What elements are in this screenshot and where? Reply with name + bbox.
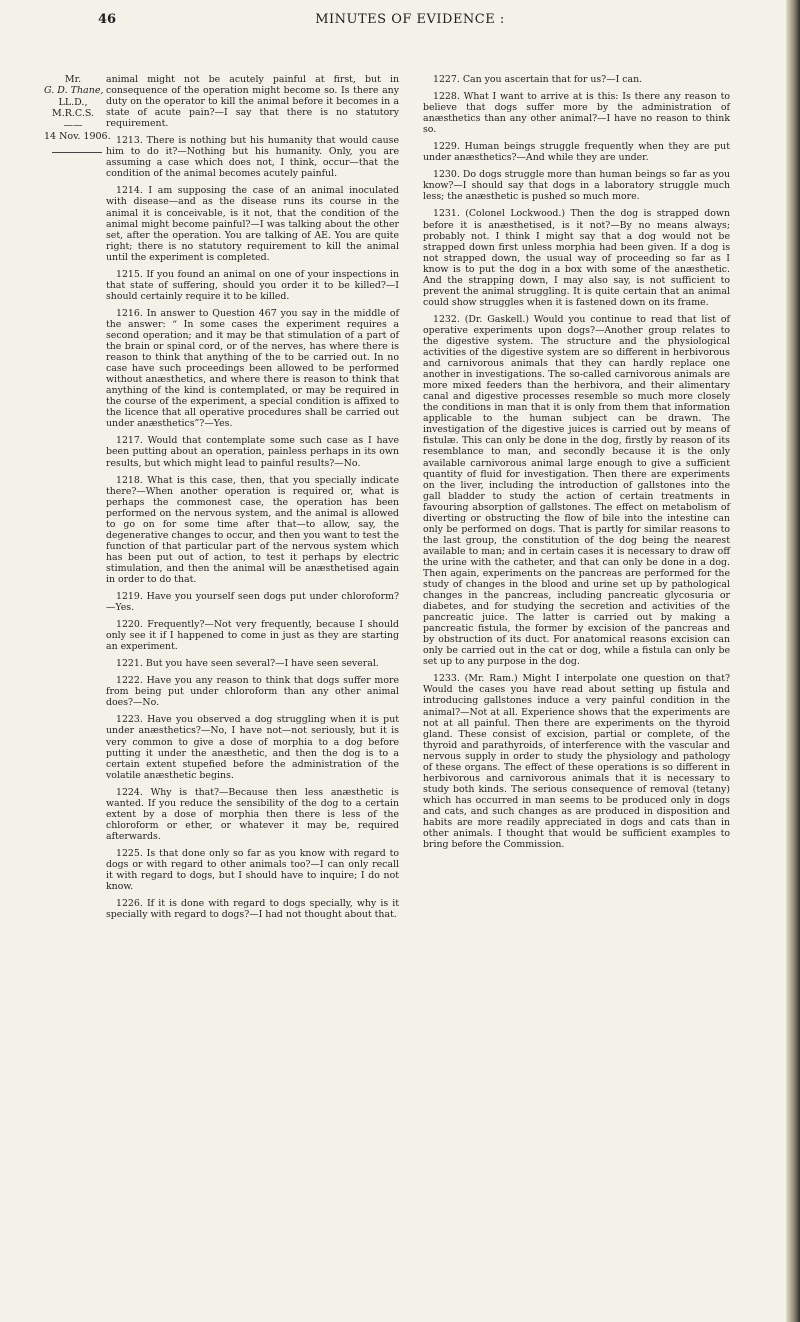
evidence-paragraph: 1227. Can you ascertain that for us?—I can. <box>433 74 643 85</box>
evidence-paragraph: 1216. In answer to Question 467 you say in the middle of the answer: “ In some cases the experiment requires a second operation; and it may be that stimulation of a part of the brain or spinal cord, or of the nerves, has where there is reason to think that anything of the to be carried out. In no case have such proceedings been allowed to be performed without anæsthetics, and where there is reason to think that anything of the kind is contemplated, or may be required in the course of the experiment, a special condition is affixed to the licence that all operative procedures shall be carried out under anæsthetics”?—Yes. <box>106 307 399 430</box>
evidence-paragraph: 1213. There is nothing but his humanity that would cause him to do it?—Nothing but his humanity. Only, you are assuming a case which does not, I think, occur—that the condition of the animal becomes acutely painful. <box>106 135 399 180</box>
running-title: MINUTES OF EVIDENCE : <box>315 12 505 27</box>
evidence-paragraph: 1226. If it is done with regard to dogs specially, why is it specially with regard to dogs?—I had not thought about that. <box>106 898 399 921</box>
book-spine-edge <box>786 0 800 1322</box>
evidence-paragraph: 1219. Have you yourself seen dogs put under chloroform?—Yes. <box>106 591 399 614</box>
evidence-paragraph: 1231. (Colonel Lockwood.) Then the dog is strapped down before it is anæsthetised, is it not?—By no means always; probably not. I think I might say that a dog would not be strapped down first unless morphia had been given. If a dog is not strapped down, the usual way of proceeding so far as I know is to put the dog in a box with some of the anæsthetic. And the strapping down, I may also say, is not sufficient to prevent the animal struggling. It is quite certain that an animal could show struggles when it is fastened down on its frame. <box>423 208 730 308</box>
evidence-paragraph: 1217. Would that contemplate some such case as I have been putting about an operation, painless perhaps in its own results, but which might lead to painful results?—No. <box>106 435 399 469</box>
evidence-paragraph: 1215. If you found an animal on one of your inspections in that state of suffering, should you order it to be killed?—I should certainly require it to be killed. <box>106 268 399 302</box>
evidence-paragraph: 1228. What I want to arrive at is this: Is there any reason to believe that dogs suffer more by the administration of anæsthetics than any other animal?—I have no reason to think so. <box>423 91 730 136</box>
left-column <box>106 74 399 926</box>
page-number: 46 <box>98 12 117 27</box>
evidence-paragraph: animal might not be acutely painful at first, but in consequence of the operation might become so. Is there any duty on the operator to kill the animal before it becomes in a state of acute pain?—I say that there is no statutory requirement. <box>106 74 399 130</box>
evidence-paragraph: 1222. Have you any reason to think that dogs suffer more from being put under chloroform than any other animal does?—No. <box>106 675 399 709</box>
margin-rule: —— <box>63 119 83 131</box>
witness-name: G. D. Thane, <box>44 85 104 97</box>
evidence-paragraph: 1230. Do dogs struggle more than human beings so far as you know?—I should say that dogs in a laboratory struggle much less; the anæsthetic is pushed so much more. <box>423 169 730 203</box>
evidence-paragraph: 1220. Frequently?—Not very frequently, because I should only see it if I happened to come in just as they are starting an experiment. <box>106 619 399 653</box>
evidence-paragraph: 1233. (Mr. Ram.) Might I interpolate one question on that? Would the cases you have read about setting up fistula and introducing gallstones induce a very painful condition in the animal?—Not at all. Experience shows that the experiments are not at all painful. Then there are experiments on the thyroid gland. These consist of excision, partial or complete, of the thyroid and parathyroids, of interference with the vascular and nervous supply in order to study the physiology and pathology of these organs. The effect of these operations is so different in herbivorous and carnivorous animals that it is necessary to study both kinds. The serious consequence of removal (tetany) which has occurred in man seems to be produced only in dogs and cats, and such changes as are produced in disposition and habits are more readily appreciated in dogs and cats than in other animals. I thought that would be sufficient examples to bring before the Commission. <box>423 673 730 851</box>
evidence-paragraph: 1225. Is that done only so far as you know with regard to dogs or with regard to other animals too?—I can only recall it with regard to dogs, but I should have to inquire; I do not know. <box>106 847 399 893</box>
evidence-paragraph: 1221. But you have seen several?—I have seen several. <box>116 658 379 670</box>
evidence-paragraph: 1214. I am supposing the case of an animal inoculated with disease—and as the disease runs its course in the animal it is conceivable, is it not, that the condition of the animal might become painful?—I was talking about the other set, after the operation. You are talking of AE. You are quite right; there is no statutory requirement to kill the animal until the experiment is completed. <box>106 185 399 263</box>
witness-degree: LL.D., <box>58 96 88 108</box>
evidence-paragraph: 1223. Have you observed a dog struggling when it is put under anæsthetics?—No, I have not—not seriously, but it is very common to give a dose of morphia to a dog before putting it under the anæsthetic, and then the dog is to a certain extent stupefied before the administration of the volatile anæsthetic begins. <box>106 714 399 781</box>
hearing-date: 14 Nov. 1906. <box>44 131 111 143</box>
witness-degree: M.R.C.S. <box>51 108 95 120</box>
witness-margin-note <box>44 74 111 153</box>
evidence-paragraph: 1224. Why is that?—Because then less anæsthetic is wanted. If you reduce the sensibility of the dog to a certain extent by a dose of morphia then there is less of the chloroform or ether, or whatever it may be, required afterwards. <box>106 786 399 842</box>
witness-prefix: Mr. <box>64 74 82 85</box>
evidence-paragraph: 1229. Human beings struggle frequently when they are put under anæsthetics?—And while they are under. <box>423 141 730 164</box>
right-column <box>423 74 730 856</box>
evidence-paragraph: 1232. (Dr. Gaskell.) Would you continue to read that list of operative experiments upon dogs?—Another group relates to the digestive system. The structure and the physiological activities of the digestive system are so different in herbivorous and carnivorous animals that they can hardly replace one another in investigations. The so-called carnivorous animals are more mixed feeders than the herbivora, and their alimentary canal and digestive processes resemble so much more closely the conditions in man that it is only from them that information applicable to the human subject can be drawn. The investigation of the digestive juices is carried out by means of fistulæ. This can only be done in the dog, firstly by reason of its resemblance to man, and secondly because it is the only available carnivorous animal large enough to give a sufficient quantity of fluid for investigation. Then there are experiments on the liver, including the introduction of gallstones into the gall bladder to study the action of certain treatments in favouring absorption of gallstones. The effect on metabolism of diverting or obstructing the flow of bile into the intestine can only be performed on dogs. That is partly for similar reasons to the last group, the constitution of the dog being the nearest available to man; and in certain cases it is necessary to draw off the urine with the catheter, and that can only be done in a dog. Then again, experiments on the pancreas are performed for the study of changes in the blood and urine set up by pathological changes in the pancreas, including pancreatic glycosuria or diabetes, and for studying the secretion and activities of the pancreatic juice. The latter is carried out by making a pancreatic fistula, the former by excision of the pancreas and by obstruction of its duct. For anatomical reasons excision can only be carried out in the cat or dog, while a fistula can only be set up to any purpose in the dog. <box>423 313 730 668</box>
margin-divider <box>52 152 102 153</box>
evidence-paragraph: 1218. What is this case, then, that you specially indicate there?—When another operation is required or, what is perhaps the commonest case, the operation has been performed on the nervous system, and the animal is allowed to go on for some time after that—to allow, say, the degenerative changes to occur, and then you want to test the function of that particular part of the nervous system which has been put out of action, to test it perhaps by electric stimulation, and then the animal will be anæsthetised again in order to do that. <box>106 474 399 585</box>
